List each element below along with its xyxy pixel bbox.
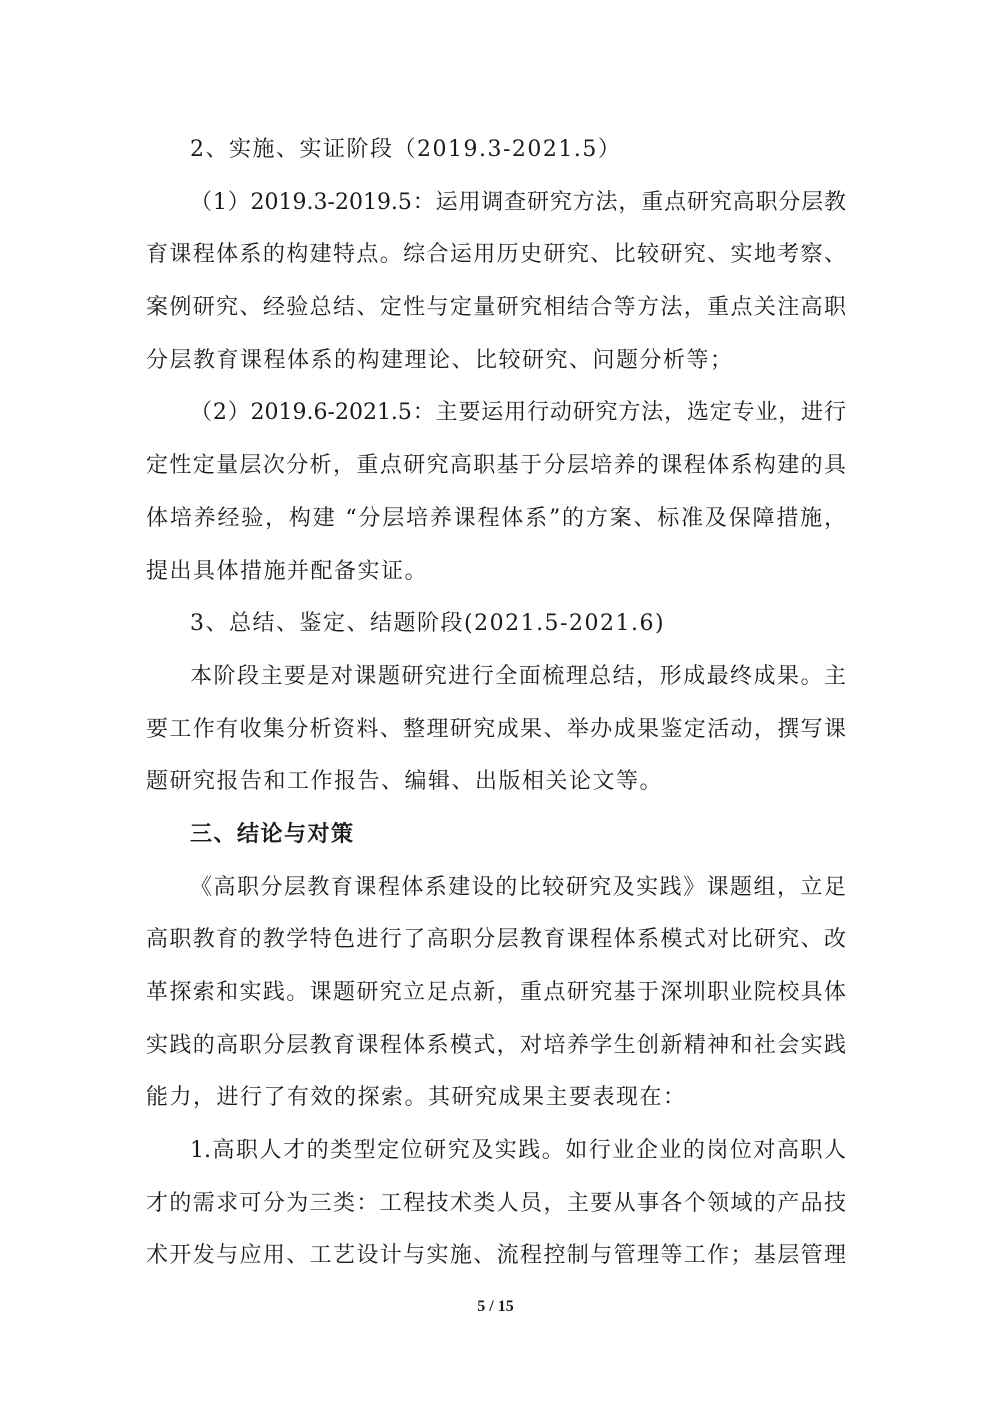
section-heading-phase-2: 2、实施、实证阶段（2019.3-2021.5） bbox=[190, 137, 622, 162]
paragraph-line: （2）2019.6-2021.5：主要运用行动研究方法，选定专业，进行 bbox=[190, 400, 846, 426]
paragraph-line: 才的需求可分为三类：工程技术类人员，主要从事各个领域的产品技 bbox=[146, 1190, 846, 1216]
paragraph-line: 能力，进行了有效的探索。其研究成果主要表现在： bbox=[146, 1085, 687, 1111]
paragraph-line: 题研究报告和工作报告、编辑、出版相关论文等。 bbox=[146, 769, 664, 795]
paragraph-line: 术开发与应用、工艺设计与实施、流程控制与管理等工作；基层管理 bbox=[146, 1243, 846, 1269]
paragraph-line: 实践的高职分层教育课程体系模式，对培养学生创新精神和社会实践 bbox=[146, 1032, 846, 1058]
paragraph-line: 要工作有收集分析资料、整理研究成果、举办成果鉴定活动，撰写课 bbox=[146, 716, 846, 742]
paragraph-line: 案例研究、经验总结、定性与定量研究相结合等方法，重点关注高职 bbox=[146, 295, 846, 321]
paragraph-line: 高职教育的教学特色进行了高职分层教育课程体系模式对比研究、改 bbox=[146, 927, 846, 953]
section-heading-phase-3: 3、总结、鉴定、结题阶段(2021.5-2021.6) bbox=[190, 611, 666, 637]
paragraph-line: 体培养经验，构建 “分层培养课程体系”的方案、标准及保障措施， bbox=[146, 505, 846, 531]
paragraph-line: 本阶段主要是对课题研究进行全面梳理总结，形成最终成果。主 bbox=[190, 663, 846, 689]
paragraph-line: （1）2019.3-2019.5：运用调查研究方法，重点研究高职分层教 bbox=[190, 189, 846, 215]
document-body bbox=[146, 124, 846, 1283]
paragraph-line: 《高职分层教育课程体系建设的比较研究及实践》课题组，立足 bbox=[190, 874, 846, 900]
paragraph-line: 分层教育课程体系的构建理论、比较研究、问题分析等； bbox=[146, 347, 734, 373]
paragraph-line: 定性定量层次分析，重点研究高职基于分层培养的课程体系构建的具 bbox=[146, 453, 846, 479]
paragraph-line: 1.高职人才的类型定位研究及实践。如行业企业的岗位对高职人 bbox=[190, 1138, 846, 1164]
page-number: 5 / 15 bbox=[477, 1298, 514, 1315]
section-heading-conclusions: 三、结论与对策 bbox=[190, 821, 355, 847]
paragraph-line: 提出具体措施并配备实证。 bbox=[146, 558, 429, 584]
paragraph-line: 育课程体系的构建特点。综合运用历史研究、比较研究、实地考察、 bbox=[146, 242, 846, 268]
paragraph-line: 革探索和实践。课题研究立足点新，重点研究基于深圳职业院校具体 bbox=[146, 980, 846, 1005]
